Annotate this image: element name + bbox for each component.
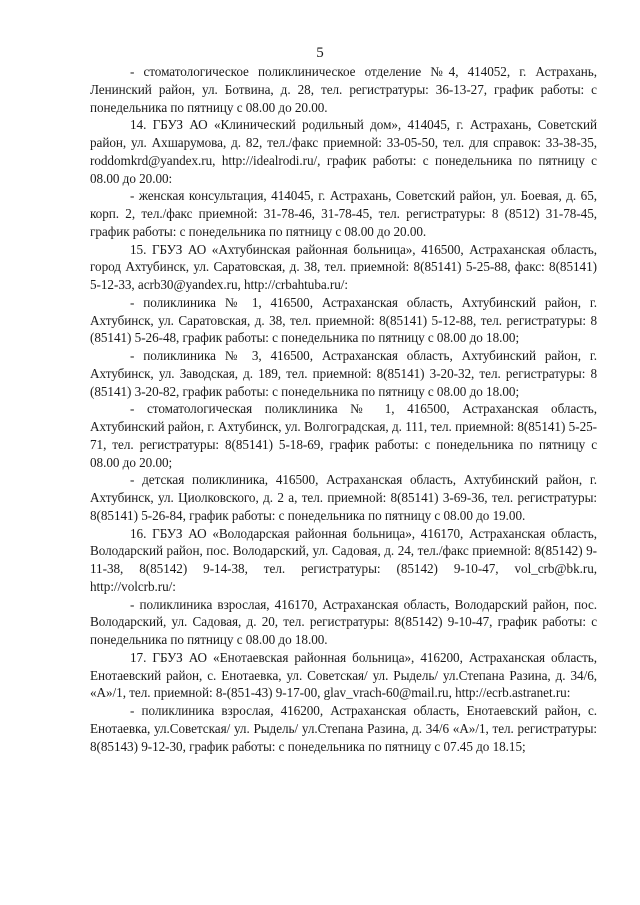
paragraph-item-16: 16. ГБУЗ АО «Володарская районная больница», 416170, Астраханская область, Володарский район, пос. Володарский, ул. Садовая, д. 24, тел./факс приемной: 8(85142) 9-11-38, 8(85142) 9-14-38, тел. регистратуры: (85142) 9-10-47, vol_crb@bk.ru, http://volcrb.ru/: [90,525,597,594]
page-number: 5 [316,45,324,61]
paragraph-item-17: 17. ГБУЗ АО «Енотаевская районная больница», 416200, Астраханская область, Енотаевский район, с. Енотаевка, ул. Советская/ ул. Рыдель/ ул.Степана Разина, д. 34/6, «А»/1, тел. приемной: 8-(851-43) 9-17-00, glav_vrach-60@mail.ru, http://ecrb.astranet.ru: [90,649,597,701]
paragraph-womens-consultation: - женская консультация, 414045, г. Астрахань, Советский район, ул. Боевая, д. 65, корп. 2, тел./факс приемной: 31-78-46, 31-78-45, тел. регистратуры: 8 (8512) 31-78-45, график работы: с понедельника по пятницу с 08.00 до 20.00. [90,188,597,239]
document-body [90,63,597,755]
paragraph-dental-polyclinic-1: - стоматологическая поликлиника № 1, 416500, Астраханская область, Ахтубинский район, г. Ахтубинск, ул. Волгоградская, д. 111, тел. приемной: 8(85141) 5-25-71, тел. регистратуры: 8(85141) 5-18-69, график работы: с понедельника по пятницу с 08.00 до 20.00; [90,401,597,470]
paragraph-adult-polyclinic-enotaevka: - поликлиника взрослая, 416200, Астраханская область, Енотаевский район, с. Енотаевка, ул.Советская/ ул. Рыдель/ ул.Степана Разина, д. 34/6 «А»/1, тел. регистратуры: 8(85143) 9-12-30, график работы: с понедельника по пятницу с 07.45 до 18.15; [90,703,597,754]
paragraph-item-15: 15. ГБУЗ АО «Ахтубинская районная больница», 416500, Астраханская область, город Ахтубинск, ул. Саратовская, д. 38, тел. приемной: 8(85141) 5-25-88, факс: 8(85141) 5-12-33, acrb30@yandex.ru, http://crbahtuba.ru/: [90,241,597,292]
paragraph-childrens-polyclinic: - детская поликлиника, 416500, Астраханская область, Ахтубинский район, г. Ахтубинск, ул. Циолковского, д. 2 а, тел. приемной: 8(85141) 3-69-36, тел. регистратуры: 8(85141) 5-26-84, график работы: с понедельника по пятницу с 08.00 до 19.00. [90,472,597,523]
paragraph-polyclinic-1: - поликлиника № 1, 416500, Астраханская область, Ахтубинский район, г. Ахтубинск, ул. Саратовская, д. 38, тел. приемной: 8(85141) 5-12-88, тел. регистратуры: 8 (85141) 5-26-48, график работы: с понедельника по пятницу с 08.00 до 18.00; [90,294,597,346]
paragraph-dental-dept-4: - стоматологическое поликлиническое отделение №4, 414052, г. Астрахань, Ленинский район, ул. Ботвина, д. 28, тел. регистратуры: 36-13-27, график работы: с понедельника по пятницу с 08.00 до 20.00. [90,64,597,115]
paragraph-item-14: 14. ГБУЗ АО «Клинический родильный дом», 414045, г. Астрахань, Советский район, ул. Ахшарумова, д. 82, тел./факс приемной: 33-05-50, тел. для справок: 33-38-35, roddomkrd@yandex.ru, http://idealrodi.ru/, график работы: с понедельника по пятницу с 08.00 до 20.00: [90,117,597,186]
paragraph-adult-polyclinic-volodarsky: - поликлиника взрослая, 416170, Астраханская область, Володарский район, пос. Володарский, ул. Садовая, д. 20, тел. регистратуры: 8(85142) 9-10-47, график работы: с понедельника по пятницу с 08.00 до 18.00. [90,596,597,647]
paragraph-polyclinic-3: - поликлиника № 3, 416500, Астраханская область, Ахтубинский район, г. Ахтубинск, ул. Заводская, д. 189, тел. приемной: 8(85141) 3-20-32, тел. регистратуры: 8 (85141) 3-20-82, график работы: с понедельника по пятницу с 08.00 до 18.00; [90,348,597,399]
